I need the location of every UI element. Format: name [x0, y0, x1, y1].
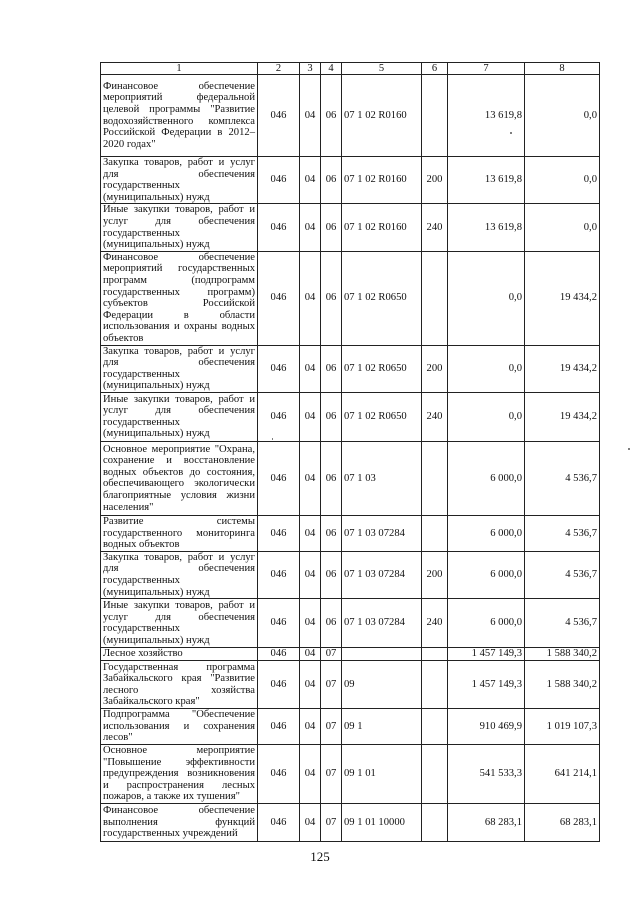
scan-speck [628, 448, 630, 450]
amount-year-2: 4 536,7 [525, 515, 600, 551]
section-code: 04 [300, 204, 321, 251]
ministry-code: 046 [258, 648, 300, 661]
section-code: 04 [300, 709, 321, 745]
target-article-code: 09 [342, 661, 422, 709]
amount-year-2: 19 434,2 [525, 251, 600, 345]
target-article-code: 07 1 03 [342, 441, 422, 515]
section-code: 04 [300, 345, 321, 392]
ministry-code: 046 [258, 661, 300, 709]
ministry-code: 046 [258, 745, 300, 804]
amount-year-1: 0,0 [448, 251, 525, 345]
ministry-code: 046 [258, 75, 300, 157]
section-code: 04 [300, 75, 321, 157]
expense-type-code [422, 251, 448, 345]
column-header: 1 [101, 63, 258, 75]
table-row [101, 709, 600, 745]
row-name: Закупка товаров, работ и услуг для обеспечения государственных (муниципальных) нужд [101, 157, 258, 204]
subsection-code: 06 [321, 392, 342, 441]
subsection-code: 06 [321, 157, 342, 204]
section-code: 04 [300, 804, 321, 842]
table-row [101, 804, 600, 842]
section-code: 04 [300, 648, 321, 661]
row-name: Иные закупки товаров, работ и услуг для обеспечения государственных (муниципальных) нужд [101, 204, 258, 251]
table-row [101, 204, 600, 251]
row-name: Основное мероприятие "Повышение эффективности предупреждения возникновения и распространения лесных пожаров, а также их тушения" [101, 745, 258, 804]
amount-year-2: 641 214,1 [525, 745, 600, 804]
row-name: Финансовое обеспечение выполнения функций государственных учреждений [101, 804, 258, 842]
subsection-code: 06 [321, 251, 342, 345]
expense-type-code: 240 [422, 204, 448, 251]
target-article-code: 07 1 03 07284 [342, 599, 422, 648]
row-name: Подпрограмма "Обеспечение использования и сохранения лесов" [101, 709, 258, 745]
amount-year-2: 1 588 340,2 [525, 661, 600, 709]
section-code: 04 [300, 745, 321, 804]
section-code: 04 [300, 157, 321, 204]
subsection-code: 07 [321, 648, 342, 661]
expense-type-code: 200 [422, 345, 448, 392]
target-article-code: 07 1 02 R0160 [342, 75, 422, 157]
table-row [101, 661, 600, 709]
target-article-code: 07 1 02 R0650 [342, 392, 422, 441]
section-code: 04 [300, 251, 321, 345]
expense-type-code [422, 515, 448, 551]
table-header-row [101, 63, 600, 75]
amount-year-2: 68 283,1 [525, 804, 600, 842]
ministry-code: 046 [258, 251, 300, 345]
subsection-code: 07 [321, 745, 342, 804]
amount-year-1: 0,0 [448, 345, 525, 392]
expense-type-code [422, 804, 448, 842]
row-name: Государственная программа Забайкальского края "Развитие лесного хозяйства Забайкальского края" [101, 661, 258, 709]
column-header: 5 [342, 63, 422, 75]
page-number: 125 [310, 849, 330, 864]
expense-type-code: 240 [422, 599, 448, 648]
table-body [101, 75, 600, 842]
expense-type-code [422, 75, 448, 157]
subsection-code: 06 [321, 515, 342, 551]
ministry-code: 046 [258, 157, 300, 204]
target-article-code: 09 1 01 [342, 745, 422, 804]
subsection-code: 07 [321, 709, 342, 745]
row-name: Лесное хозяйство [101, 648, 258, 661]
expense-type-code [422, 709, 448, 745]
target-article-code: 09 1 [342, 709, 422, 745]
target-article-code [342, 648, 422, 661]
row-name: Основное мероприятие "Охрана, сохранение и восстановление водных объектов до состояния, обеспечивающего экологически благоприятные условия жизни населения" [101, 441, 258, 515]
budget-table [100, 62, 600, 842]
subsection-code: 07 [321, 804, 342, 842]
ministry-code: 046 [258, 441, 300, 515]
table-row [101, 441, 600, 515]
target-article-code: 07 1 02 R0650 [342, 345, 422, 392]
column-header: 8 [525, 63, 600, 75]
ministry-code: 046 [258, 515, 300, 551]
ministry-code: 046 [258, 392, 300, 441]
table-row [101, 648, 600, 661]
ministry-code: 046 [258, 551, 300, 598]
subsection-code: 06 [321, 441, 342, 515]
target-article-code: 07 1 03 07284 [342, 515, 422, 551]
amount-year-2: 4 536,7 [525, 599, 600, 648]
ministry-code: 046 [258, 345, 300, 392]
row-name: Финансовое обеспечение мероприятий федеральной целевой программы "Развитие водохозяйственного комплекса Российской Федерации в 2012–2020 годах" [101, 75, 258, 157]
ministry-code: 046 [258, 709, 300, 745]
table-row [101, 599, 600, 648]
column-header: 7 [448, 63, 525, 75]
expense-type-code: 200 [422, 551, 448, 598]
amount-year-1: 6 000,0 [448, 515, 525, 551]
amount-year-2: 0,0 [525, 157, 600, 204]
target-article-code: 07 1 03 07284 [342, 551, 422, 598]
amount-year-2: 1 019 107,3 [525, 709, 600, 745]
row-name: Закупка товаров, работ и услуг для обеспечения государственных (муниципальных) нужд [101, 551, 258, 598]
amount-year-2: 0,0 [525, 75, 600, 157]
amount-year-1: 68 283,1 [448, 804, 525, 842]
amount-year-1: 1 457 149,3 [448, 661, 525, 709]
amount-year-1: 13 619,8 [448, 75, 525, 157]
amount-year-1: 6 000,0 [448, 441, 525, 515]
row-name: Финансовое обеспечение мероприятий государственных программ (подпрограмм государственных программ) субъектов Российской Федерации в области использования и охраны водных объектов [101, 251, 258, 345]
amount-year-1: 6 000,0 [448, 599, 525, 648]
ministry-code: 046 [258, 804, 300, 842]
subsection-code: 07 [321, 661, 342, 709]
section-code: 04 [300, 551, 321, 598]
target-article-code: 07 1 02 R0650 [342, 251, 422, 345]
column-header: 6 [422, 63, 448, 75]
scan-speck [272, 438, 273, 440]
subsection-code: 06 [321, 599, 342, 648]
section-code: 04 [300, 441, 321, 515]
table-row [101, 745, 600, 804]
ministry-code: 046 [258, 599, 300, 648]
expense-type-code: 200 [422, 157, 448, 204]
amount-year-1: 13 619,8 [448, 157, 525, 204]
subsection-code: 06 [321, 204, 342, 251]
row-name: Развитие системы государственного мониторинга водных объектов [101, 515, 258, 551]
table-row [101, 515, 600, 551]
section-code: 04 [300, 661, 321, 709]
amount-year-2: 4 536,7 [525, 441, 600, 515]
target-article-code: 07 1 02 R0160 [342, 204, 422, 251]
section-code: 04 [300, 599, 321, 648]
amount-year-2: 0,0 [525, 204, 600, 251]
table-row [101, 345, 600, 392]
expense-type-code: 240 [422, 392, 448, 441]
table-row [101, 157, 600, 204]
table-row [101, 551, 600, 598]
table-row [101, 251, 600, 345]
table-row [101, 392, 600, 441]
ministry-code: 046 [258, 204, 300, 251]
amount-year-1: 910 469,9 [448, 709, 525, 745]
amount-year-1: 6 000,0 [448, 551, 525, 598]
expense-type-code [422, 745, 448, 804]
expense-type-code [422, 441, 448, 515]
amount-year-2: 19 434,2 [525, 392, 600, 441]
column-header: 3 [300, 63, 321, 75]
table-row [101, 75, 600, 157]
amount-year-2: 1 588 340,2 [525, 648, 600, 661]
expense-type-code [422, 661, 448, 709]
amount-year-2: 19 434,2 [525, 345, 600, 392]
subsection-code: 06 [321, 551, 342, 598]
amount-year-1: 541 533,3 [448, 745, 525, 804]
amount-year-1: 0,0 [448, 392, 525, 441]
amount-year-2: 4 536,7 [525, 551, 600, 598]
target-article-code: 07 1 02 R0160 [342, 157, 422, 204]
row-name: Иные закупки товаров, работ и услуг для обеспечения государственных (муниципальных) нужд [101, 599, 258, 648]
subsection-code: 06 [321, 75, 342, 157]
subsection-code: 06 [321, 345, 342, 392]
amount-year-1: 13 619,8 [448, 204, 525, 251]
section-code: 04 [300, 515, 321, 551]
column-header: 4 [321, 63, 342, 75]
amount-year-1: 1 457 149,3 [448, 648, 525, 661]
target-article-code: 09 1 01 10000 [342, 804, 422, 842]
row-name: Иные закупки товаров, работ и услуг для обеспечения государственных (муниципальных) нужд [101, 392, 258, 441]
scan-speck [510, 132, 512, 134]
column-header: 2 [258, 63, 300, 75]
expense-type-code [422, 648, 448, 661]
section-code: 04 [300, 392, 321, 441]
row-name: Закупка товаров, работ и услуг для обеспечения государственных (муниципальных) нужд [101, 345, 258, 392]
